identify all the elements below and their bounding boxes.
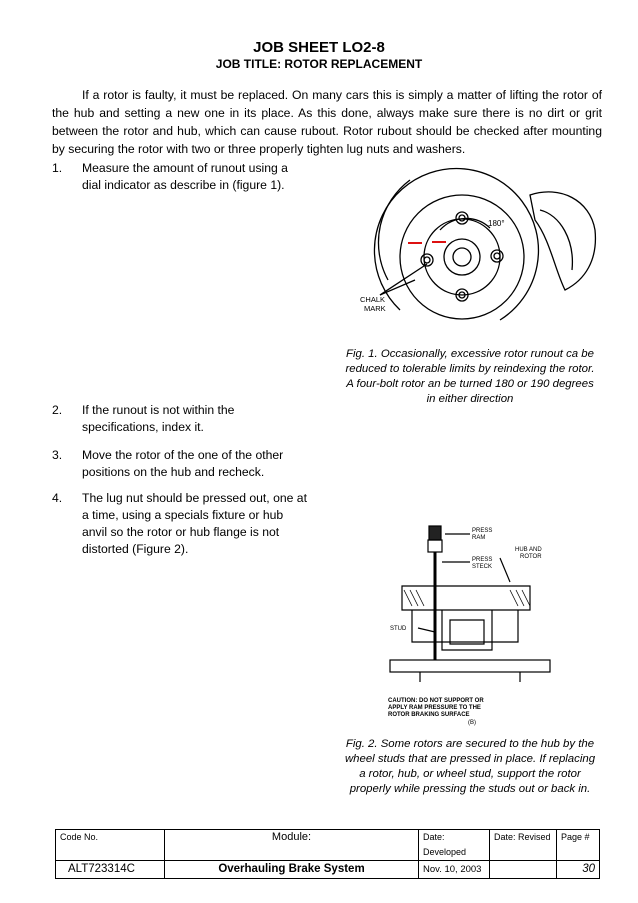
step-text-line: positions on the hub and recheck. xyxy=(82,465,265,479)
caption-line: Fig. 2. Some rotors are secured to the hub by the xyxy=(345,738,595,750)
step-text-line: distorted (Figure 2). xyxy=(82,542,189,556)
caution-line-2: APPLY RAM PRESSURE TO THE xyxy=(388,705,481,711)
step-number: 3. xyxy=(52,448,63,462)
module-value: Overhauling Brake System xyxy=(165,861,419,879)
page-label: Page # xyxy=(557,830,600,861)
label-stud: STUD xyxy=(390,626,407,632)
step-text-line: specifications, index it. xyxy=(82,420,204,434)
figure-1-caption xyxy=(336,347,604,407)
label-chalk: CHALK xyxy=(360,295,386,304)
caption-line: in either direction xyxy=(426,393,514,405)
figure-1-rotor-diagram xyxy=(340,160,605,338)
label-ram: RAM xyxy=(472,535,486,541)
job-title: JOB TITLE: ROTOR REPLACEMENT xyxy=(215,57,423,71)
step-text-line: dial indicator as describe in (figure 1). xyxy=(82,178,285,192)
label-steck: STECK xyxy=(472,564,493,570)
label-b: (B) xyxy=(468,720,476,726)
label-mark: MARK xyxy=(364,304,386,313)
step-number: 2. xyxy=(52,403,63,417)
label-press: PRESS xyxy=(472,528,493,534)
caption-line: reduced to tolerable limits by reindexing the rotor. xyxy=(345,363,595,375)
step-text-line: Measure the amount of runout using a xyxy=(82,161,288,175)
step-number: 4. xyxy=(52,491,63,505)
page-title: JOB SHEET LO2-8 xyxy=(253,39,385,56)
developed-value: Nov. 10, 2003 xyxy=(419,861,490,879)
label-hub-and: HUB AND xyxy=(515,547,542,553)
code-value: ALT723314C xyxy=(56,861,165,879)
revised-value xyxy=(490,861,557,879)
caption-line: Fig. 1. Occasionally, excessive rotor runout ca be xyxy=(346,348,594,360)
caution-line-3: ROTOR BRAKING SURFACE xyxy=(388,712,470,718)
caption-line: wheel studs that are pressed in place. If replacing xyxy=(344,753,596,765)
footer-table xyxy=(55,829,600,879)
step-text-line: anvil so the rotor or hub flange is not xyxy=(82,525,280,539)
code-label: Code No. xyxy=(56,830,165,861)
caution-line-1: CAUTION: DO NOT SUPPORT OR xyxy=(388,698,484,704)
module-label: Module: xyxy=(165,830,419,861)
developed-label: Date: Developed xyxy=(419,830,490,861)
label-180: 180° xyxy=(488,219,505,228)
revised-label: Date: Revised xyxy=(490,830,557,861)
step-text-line: Move the rotor of the one of the other xyxy=(82,448,284,462)
step-text-line: a time, using a specials fixture or hub xyxy=(82,508,284,522)
figure-2-caption xyxy=(336,737,604,797)
page-value: 30 xyxy=(557,861,600,879)
caption-line: A four-bolt rotor an be turned 180 or 190 degrees xyxy=(346,378,594,390)
label-rotor: ROTOR xyxy=(520,554,542,560)
intro-paragraph: If a rotor is faulty, it must be replaced. On many cars this is simply a matter of lifting the rotor of the hub and setting a new one in its place. As this done, always make sure there is no dirt or grit between the rotor and hub, which can cause rubout. Rotor rubout should be checked after mounting by securing the rotor with two or three properly tighten lug nuts and washers. xyxy=(52,88,602,156)
figure-2-press-diagram xyxy=(380,520,555,730)
step-text-line: The lug nut should be pressed out, one at xyxy=(82,491,307,505)
label-press-2: PRESS xyxy=(472,557,493,563)
caption-line: a rotor, hub, or wheel stud, support the rotor xyxy=(359,768,581,780)
step-text-line: If the runout is not within the xyxy=(82,403,235,417)
step-number: 1. xyxy=(52,161,63,175)
caption-line: properly while pressing the studs out or back in. xyxy=(349,783,591,795)
